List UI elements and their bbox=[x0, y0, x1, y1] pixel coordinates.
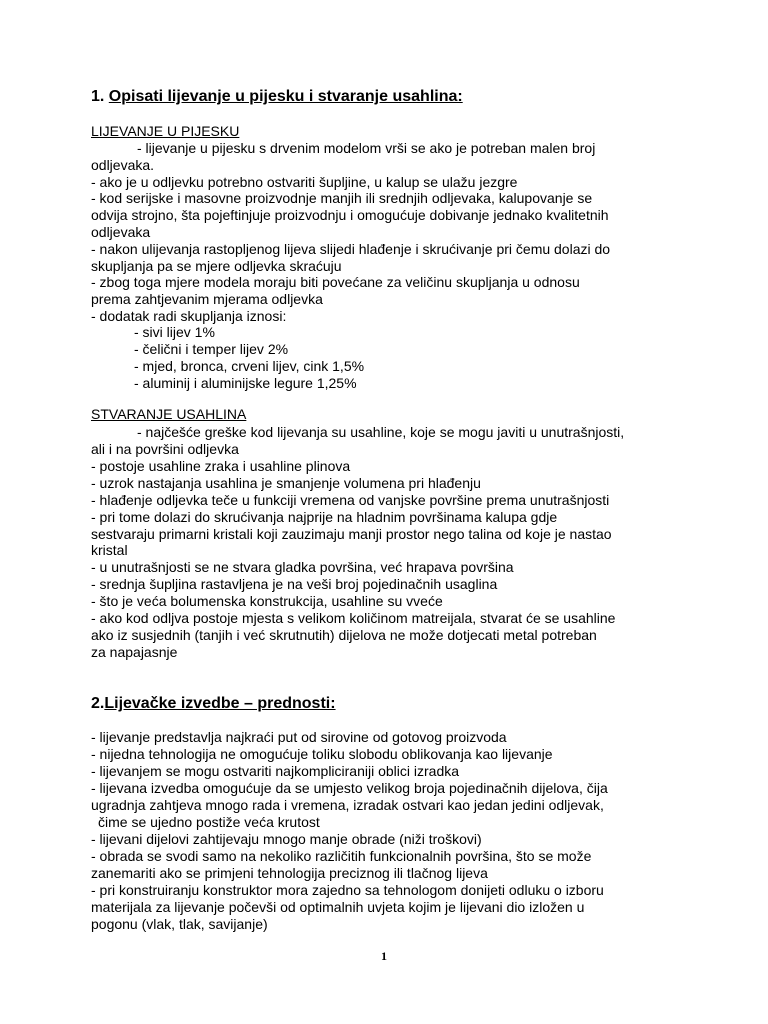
text-line: - lijevanje predstavlja najkraći put od sirovine od gotovog proizvoda bbox=[91, 729, 507, 745]
text-line: ako iz susjednih (tanjih i već skrutnutih) dijelova ne može dotjecati metal potreban bbox=[91, 627, 597, 643]
text-line: materijala za lijevanje počevši od optimalnih uvjeta kojim je lijevani dio izložen u bbox=[91, 899, 585, 915]
text-line: - ako je u odljevku potrebno ostvariti šupljine, u kalup se ulažu jezgre bbox=[91, 174, 518, 190]
page-number: 1 bbox=[381, 949, 387, 963]
text-line: zanemariti ako se primjeni tehnologija preciznog ili tlačnog lijeva bbox=[91, 865, 488, 881]
text-line: ugradnja zahtjeva mnogo rada i vremena, izradak ostvari kao jedan jedini odljevak, bbox=[91, 797, 604, 813]
text-line: - mjed, bronca, crveni lijev, cink 1,5% bbox=[134, 358, 365, 374]
text-line: - dodatak radi skupljanja iznosi: bbox=[91, 308, 287, 324]
text-line: za napajasnje bbox=[91, 644, 178, 660]
text-line: - lijevanjem se mogu ostvariti najkompliciraniji oblici izradka bbox=[91, 763, 460, 779]
text-line: - uzrok nastajanja usahlina je smanjenje volumena pri hlađenju bbox=[91, 475, 481, 491]
text-line: - sivi lijev 1% bbox=[134, 324, 215, 340]
text-line: - što je veća bolumenska konstrukcija, usahline su vveće bbox=[91, 593, 443, 609]
section-2-number: 2. bbox=[91, 695, 105, 712]
text-line: - aluminij i aluminijske legure 1,25% bbox=[134, 375, 357, 391]
text-line: - pri tome dolazi do skrućivanja najprije na hladnim površinama kalupa gdje bbox=[91, 509, 558, 525]
text-line: - lijevana izvedba omogućuje da se umjesto velikog broja pojedinačnih dijelova, čija bbox=[91, 780, 608, 796]
text-line: - čelični i temper lijev 2% bbox=[134, 341, 289, 357]
text-line: čime se ujedno postiže veća krutost bbox=[98, 814, 320, 830]
text-line: pogonu (vlak, tlak, savijanje) bbox=[91, 916, 268, 932]
text-line: odljevaka. bbox=[91, 157, 155, 173]
section-1-heading bbox=[91, 88, 463, 106]
subheading-lijevanje: LIJEVANJE U PIJESKU bbox=[91, 123, 240, 139]
text-line: - nakon ulijevanja rastopljenog lijeva slijedi hlađenje i skrućivanje pri čemu dolazi do bbox=[91, 241, 611, 257]
text-line: - nijedna tehnologija ne omogućuje toliku slobodu oblikovanja kao lijevanje bbox=[91, 746, 553, 762]
text-line: - obrada se svodi samo na nekoliko različitih funkcionalnih površina, što se može bbox=[91, 848, 592, 864]
subheading-usahline: STVARANJE USAHLINA bbox=[91, 406, 247, 422]
text-line: ali i na površini odljevka bbox=[91, 441, 239, 457]
text-line: - hlađenje odljevka teče u funkciji vremena od vanjske površine prema unutrašnjosti bbox=[91, 492, 610, 508]
section-1-number: 1. bbox=[91, 88, 109, 105]
text-line: - lijevanje u pijesku s drvenim modelom vrši se ako je potreban malen broj bbox=[137, 140, 596, 156]
text-line: - kod serijske i masovne proizvodnje manjih ili srednjih odljevaka, kalupovanje se bbox=[91, 190, 593, 206]
text-line: - pri konstruiranju konstruktor mora zajedno sa tehnologom donijeti odluku o izboru bbox=[91, 882, 604, 898]
text-line: odvija strojno, šta pojeftinjuje proizvodnju i omogućuje dobivanje jednako kvalitetnih bbox=[91, 207, 609, 223]
text-line: - najčešće greške kod lijevanja su usahline, koje se mogu javiti u unutrašnjosti, bbox=[137, 424, 625, 440]
text-line: sestvaraju primarni kristali koji zauzimaju manji prostor nego talina od koje je nastao bbox=[91, 526, 612, 542]
section-2-title: Lijevačke izvedbe – prednosti: bbox=[104, 695, 336, 712]
text-line: - srednja šupljina rastavljena je na veši broj pojedinačnih usaglina bbox=[91, 576, 498, 592]
section-1-title: Opisati lijevanje u pijesku i stvaranje usahlina: bbox=[108, 88, 463, 105]
text-line: - lijevani dijelovi zahtijevaju mnogo manje obrade (niži troškovi) bbox=[91, 831, 482, 847]
section-2-heading bbox=[91, 695, 336, 713]
text-line: - zbog toga mjere modela moraju biti povećane za veličinu skupljanja u odnosu bbox=[91, 274, 580, 290]
text-line: prema zahtjevanim mjerama odljevka bbox=[91, 291, 323, 307]
text-line: kristal bbox=[91, 542, 128, 558]
text-line: odljevaka bbox=[91, 224, 151, 240]
text-line: skupljanja pa se mjere odljevka skraćuju bbox=[91, 258, 342, 274]
text-line: - u unutrašnjosti se ne stvara gladka površina, već hrapava površina bbox=[91, 559, 514, 575]
text-line: - postoje usahline zraka i usahline plinova bbox=[91, 458, 351, 474]
text-line: - ako kod odljva postoje mjesta s velikom količinom matreijala, stvarat će se usahline bbox=[91, 610, 616, 626]
